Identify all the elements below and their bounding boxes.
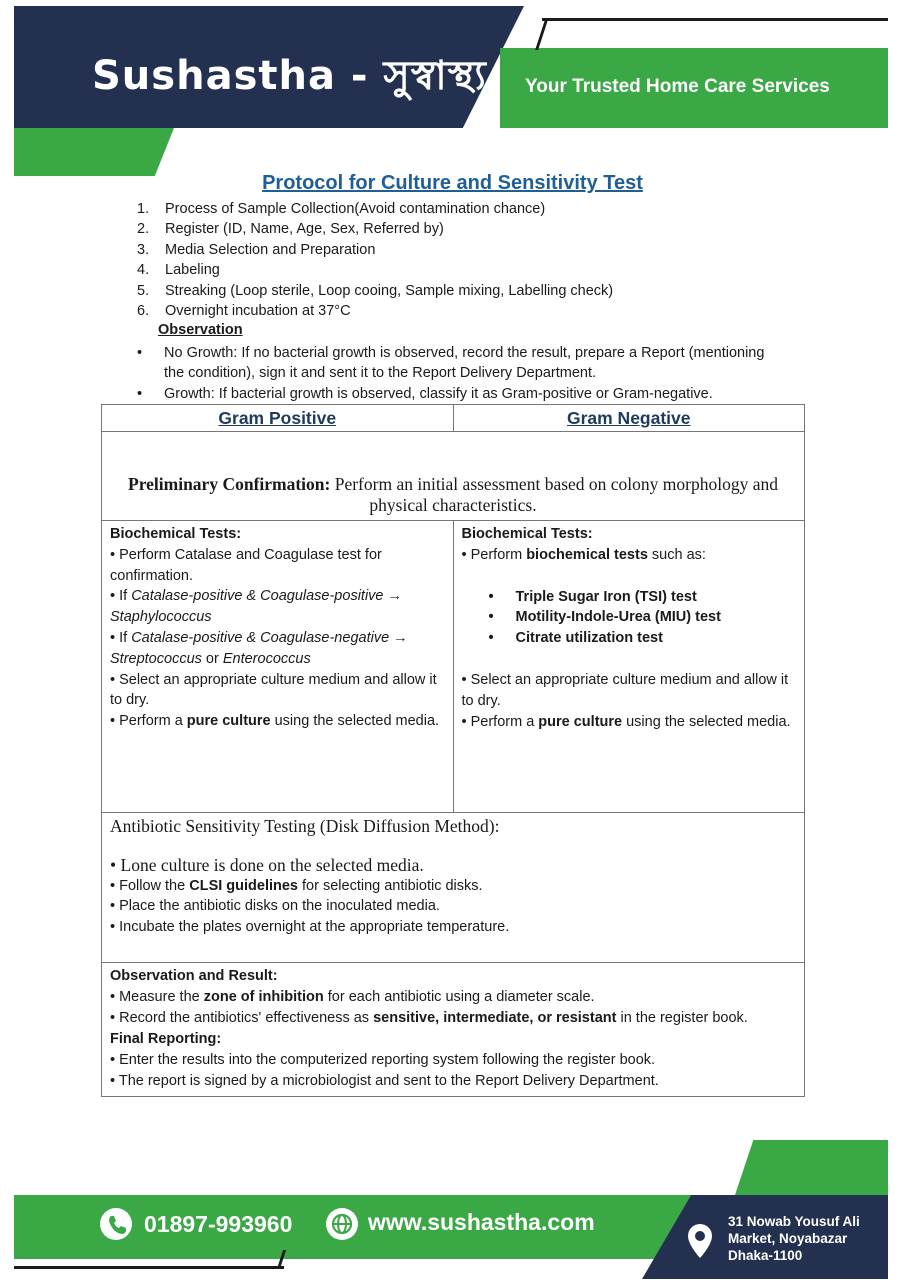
footer-rule — [14, 1266, 284, 1269]
location-pin-icon — [684, 1222, 716, 1260]
footer-phone[interactable]: 01897-993960 — [144, 1211, 293, 1237]
test-item: • Citrate utilization test — [489, 628, 797, 649]
brand-logo-text: Sushastha - সুস্বাস্থ্য — [92, 53, 487, 99]
header-tagline: Your Trusted Home Care Services — [525, 76, 830, 97]
test-item: • Triple Sugar Iron (TSI) test — [489, 587, 797, 608]
step-item: 2. Register (ID, Name, Age, Sex, Referred by) — [137, 221, 444, 238]
observation-list — [137, 343, 787, 404]
observation-result-section: Observation and Result: • Measure the zone of inhibition for each antibiotic using a diameter scale. • Record the antibiotics' effectiveness as sensitive, intermediate, or resistant in the register book. Final Reporting: • Enter the results into the computerized reporting system following the register book. • The report is signed by a microbiologist and sent to the Report Delivery Department. — [102, 963, 805, 1097]
page-title: Protocol for Culture and Sensitivity Test — [262, 172, 643, 194]
step-item: 5. Streaking (Loop sterile, Loop cooing, Sample mixing, Labelling check) — [137, 282, 614, 299]
footer-address: 31 Nowab Yousuf Ali Market, Noyabazar Dhaka-1100 — [728, 1214, 860, 1263]
globe-icon — [326, 1208, 358, 1240]
step-item: 3. Media Selection and Preparation — [137, 241, 376, 258]
gram-positive-biochem: Biochemical Tests: • Perform Catalase and Coagulase test for confirmation. • If Catalase-positive & Coagulase-positive → Staphylococcus • If Catalase-positive & Coagulase-negative → Streptococcus or Enterococcus • Select an appropriate culture medium and allow it to dry. • Perform a pure culture using the selected media. — [102, 521, 454, 813]
step-item: 1. Process of Sample Collection(Avoid contamination chance) — [137, 201, 546, 217]
growth-item: • Growth: If bacterial growth is observed, classify it as Gram-positive or Gram-negative. — [137, 384, 787, 404]
protocol-table — [101, 404, 805, 1097]
footer-green-tab — [735, 1140, 888, 1195]
header-rule-slant — [535, 20, 548, 50]
no-growth-item: • No Growth: If no bacterial growth is observed, record the result, prepare a Report (mentioning the condition), sign it and sent it to the Report Delivery Department. — [137, 343, 787, 384]
test-item: • Motility-Indole-Urea (MIU) test — [489, 607, 797, 628]
step-item: 6. Overnight incubation at 37°C — [137, 303, 351, 320]
step-item: 4. Labeling — [137, 262, 220, 279]
header-green-tab — [14, 128, 174, 176]
phone-icon — [100, 1208, 132, 1240]
gram-negative-biochem: Biochemical Tests: • Perform biochemical tests such as: • Triple Sugar Iron (TSI) test • Motility-Indole-Urea (MIU) test • Citrate utilization test • Select an appropriate culture medium and allow it to dry. • Perform a pure culture using the selected media. — [453, 521, 805, 813]
gram-negative-header: Gram Negative — [453, 405, 805, 432]
preliminary-confirmation: Preliminary Confirmation: Perform an initial assessment based on colony morphology and physical characteristics. — [102, 432, 805, 521]
footer-website[interactable]: www.sushastha.com — [368, 1209, 595, 1235]
observation-heading: Observation — [158, 322, 243, 338]
gram-positive-header: Gram Positive — [102, 405, 454, 432]
header-rule — [542, 18, 888, 21]
protocol-steps — [137, 199, 613, 321]
antibiotic-sensitivity-section: Antibiotic Sensitivity Testing (Disk Diffusion Method): • Lone culture is done on the selected media. • Follow the CLSI guidelines for selecting antibiotic disks. • Place the antibiotic disks on the inoculated media. • Incubate the plates overnight at the appropriate temperature. — [102, 813, 805, 963]
